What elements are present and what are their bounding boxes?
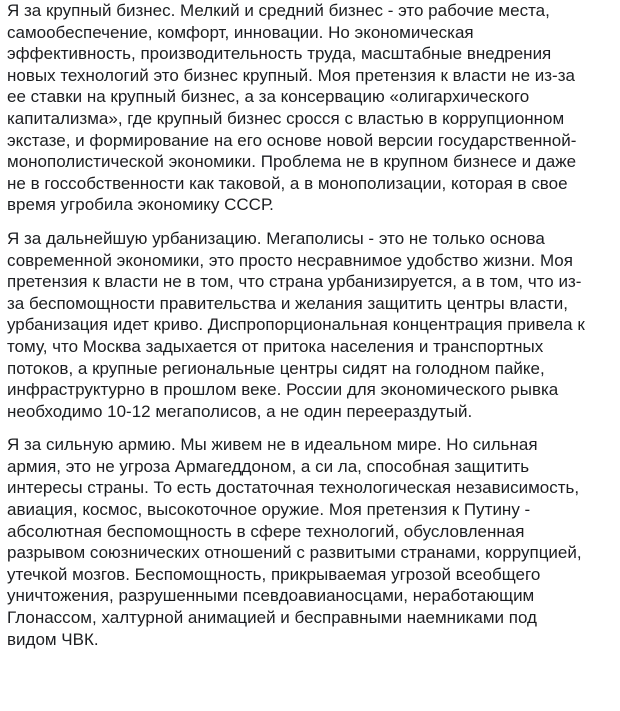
text-line: Я за крупный бизнес. Мелкий и средний бизнес - это рабочие места, bbox=[7, 1, 550, 20]
text-line: экстазе, и формирование на его основе новой версии государственной- bbox=[7, 130, 577, 150]
text-line: авиация, космос, высокоточное оружие. Моя претензия к Путину - bbox=[7, 500, 531, 520]
text-line: самообеспечение, комфорт, инновации. Но экономическая bbox=[7, 22, 474, 42]
text-line: утечкой мозгов. Беспомощность, прикрываемая угрозой всеобщего bbox=[7, 564, 541, 584]
text-line: время угробила экономику СССР. bbox=[7, 195, 274, 215]
text-line: инфраструктурно в прошлом веке. России для экономического рывка bbox=[7, 380, 559, 400]
paragraph-army bbox=[7, 434, 615, 650]
text-line: Я за сильную армию. Мы живем не в идеальном мире. Но сильная bbox=[7, 435, 538, 455]
text-line: не в госсобственности как таковой, а в монополизации, которая в свое bbox=[7, 173, 568, 193]
post-text bbox=[7, 0, 615, 662]
text-line: эффективность, производительность труда, масштабные внедрения bbox=[7, 44, 552, 64]
text-line: армия, это не угроза Армагеддоном, а си ла, способная защитить bbox=[7, 456, 530, 476]
text-line: разрывом союзнических отношений с развитыми странами, коррупцией, bbox=[7, 543, 582, 563]
paragraph-big-business bbox=[7, 0, 615, 216]
text-line: интересы страны. То есть достаточная технологическая независимость, bbox=[7, 478, 580, 498]
text-line: уничтожения, разрушенными псевдоавианосцами, неработающим bbox=[7, 586, 535, 606]
paragraph-urbanization bbox=[7, 228, 615, 422]
text-line: Глонассом, халтурной анимацией и бесправными наемниками под bbox=[7, 608, 537, 628]
text-line: абсолютная беспомощность в сфере технологий, обусловленная bbox=[7, 521, 525, 541]
text-line: урбанизация идет криво. Диспропорциональная концентрация привела к bbox=[7, 315, 585, 335]
text-line: капитализма», где крупный бизнес сросся с властью в коррупционном bbox=[7, 108, 565, 128]
text-line: необходимо 10-12 мегаполисов, а не один переераздутый. bbox=[7, 401, 473, 421]
text-line: потоков, а крупные региональные центры сидят на голодном пайке, bbox=[7, 358, 545, 378]
text-line: новых технологий это бизнес крупный. Моя претензия к власти не из-за bbox=[7, 65, 575, 85]
text-line: Я за дальнейшую урбанизацию. Мегаполисы - это не только основа bbox=[7, 228, 545, 248]
text-line: современной экономики, это просто несравнимое удобство жизни. Моя bbox=[7, 250, 573, 270]
text-line: монополистической экономики. Проблема не в крупном бизнесе и даже bbox=[7, 152, 577, 172]
text-line: за беспомощности правительства и желания защитить центры власти, bbox=[7, 293, 568, 313]
text-line: тому, что Москва задыхается от притока населения и транспортных bbox=[7, 336, 544, 356]
text-line: видом ЧВК. bbox=[7, 629, 99, 649]
text-line: претензия к власти не в том, что страна урбанизируется, а в том, что из- bbox=[7, 272, 582, 292]
text-line: ее ставки на крупный бизнес, а за консервацию «олигархического bbox=[7, 87, 530, 107]
